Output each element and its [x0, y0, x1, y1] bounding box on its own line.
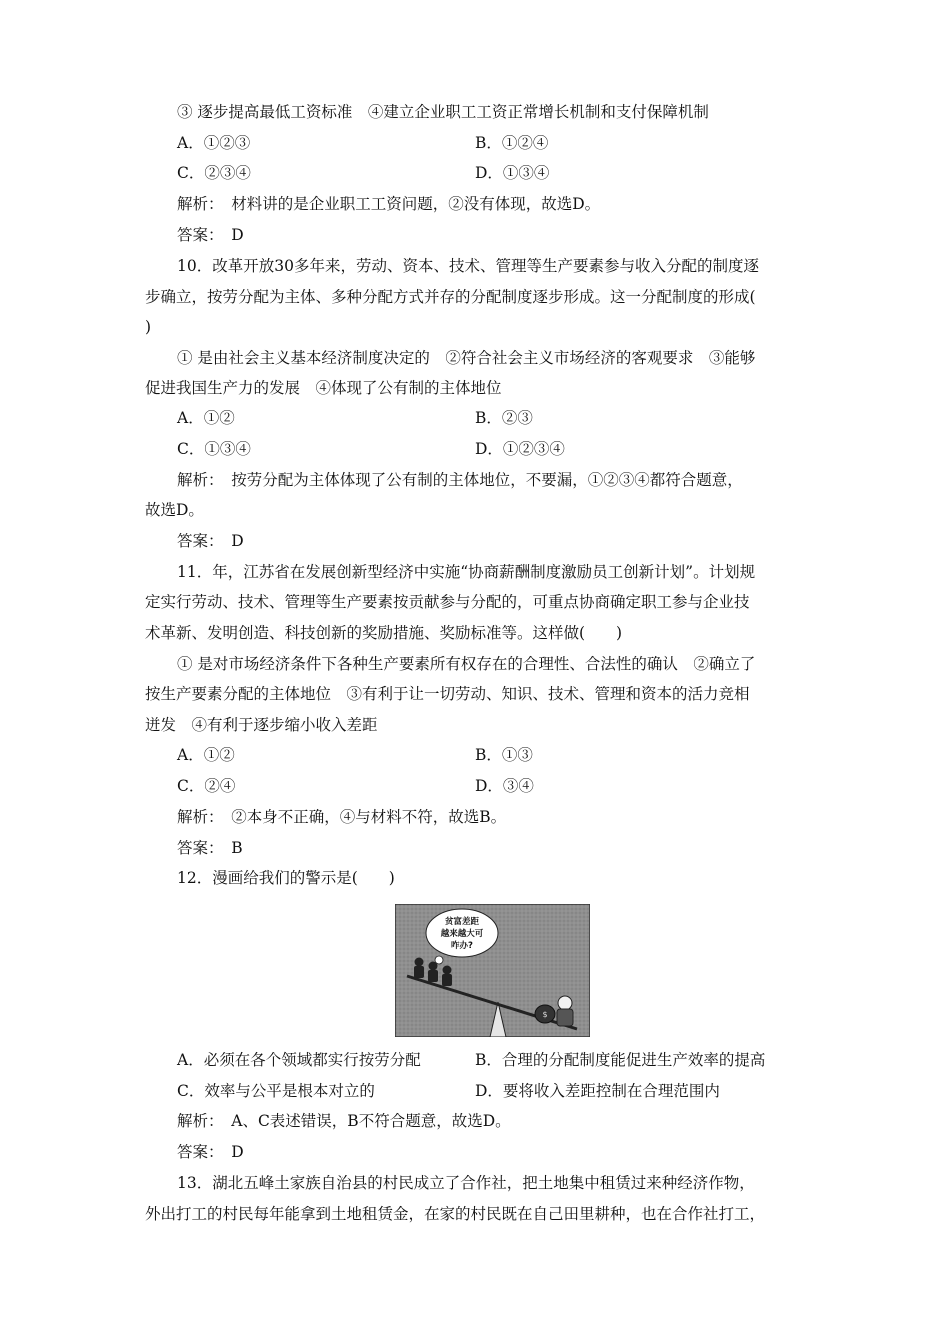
q10-option-c: C．①③④	[177, 440, 251, 458]
q12-answer: 答案： D	[177, 1143, 244, 1161]
q12-option-a: A．必须在各个领域都实行按劳分配	[177, 1051, 421, 1069]
q10-option-a: A．①②	[177, 409, 235, 427]
q11-items-line-3: 迸发 ④有利于逐步缩小收入差距	[145, 716, 378, 734]
q9-analysis: 解析： 材料讲的是企业职工工资问题，②没有体现，故选D。	[177, 195, 601, 213]
q13-stem-line-1: 13．湖北五峰土家族自治县的村民成立了合作社，把土地集中租赁过来种经济作物，	[177, 1174, 755, 1192]
q10-analysis-line-1: 解析： 按劳分配为主体体现了公有制的主体地位，不要漏，①②③④都符合题意，	[177, 471, 743, 489]
q11-option-b: B．①③	[475, 746, 533, 764]
q10-analysis-line-2: 故选D。	[145, 501, 204, 519]
q13-stem-line-2: 外出打工的村民每年能拿到土地租赁金，在家的村民既在自己田里耕种，也在合作社打工，	[145, 1205, 766, 1223]
q9-items: ③ 逐步提高最低工资标准 ④建立企业职工工资正常增长机制和支付保障机制	[177, 103, 709, 121]
q11-option-d: D．③④	[475, 777, 534, 795]
q10-stem-line-1: 10．改革开放30多年来，劳动、资本、技术、管理等生产要素参与收入分配的制度逐	[177, 257, 759, 275]
bubble-line-2: 越来越大可	[440, 929, 484, 939]
q11-stem-line-1: 11．年，江苏省在发展创新型经济中实施“协商薪酬制度激励员工创新计划”。计划规	[177, 563, 756, 581]
q10-option-b: B．②③	[475, 409, 533, 427]
q12-analysis: 解析： A、C表述错误，B不符合题意，故选D。	[177, 1112, 511, 1130]
q11-items-line-1: ① 是对市场经济条件下各种生产要素所有权存在的合理性、合法性的确认 ②确立了	[177, 655, 756, 673]
q12-option-d: D．要将收入差距控制在合理范围内	[475, 1082, 720, 1100]
svg-text:$: $	[542, 1010, 548, 1019]
q12-option-c: C．效率与公平是根本对立的	[177, 1082, 375, 1100]
q11-stem-line-2: 定实行劳动、技术、管理等生产要素按贡献参与分配的，可重点协商确定职工参与企业技	[145, 593, 750, 611]
q10-option-d: D．①②③④	[475, 440, 565, 458]
q12-option-b: B．合理的分配制度能促进生产效率的提高	[475, 1051, 766, 1069]
q11-answer: 答案： B	[177, 839, 243, 857]
q9-answer: 答案： D	[177, 226, 244, 244]
cartoon-image	[395, 904, 590, 1037]
q12-stem: 12．漫画给我们的警示是( )	[177, 869, 395, 887]
bubble-line-3: 咋办?	[451, 941, 473, 951]
bubble-line-1: 贫富差距	[444, 917, 480, 927]
q9-option-c: C．②③④	[177, 164, 251, 182]
q10-stem-line-3: )	[145, 318, 152, 336]
q10-answer: 答案： D	[177, 532, 244, 550]
q11-option-a: A．①②	[177, 746, 235, 764]
q9-option-b: B．①②④	[475, 134, 549, 152]
q11-analysis: 解析： ②本身不正确，④与材料不符，故选B。	[177, 808, 507, 826]
q9-option-d: D．①③④	[475, 164, 550, 182]
q11-items-line-2: 按生产要素分配的主体地位 ③有利于让一切劳动、知识、技术、管理和资本的活力竞相	[145, 685, 750, 703]
q11-stem-line-3: 术革新、发明创造、科技创新的奖励措施、奖励标准等。这样做( )	[145, 624, 623, 642]
q10-items-line-1: ① 是由社会主义基本经济制度决定的 ②符合社会主义市场经济的客观要求 ③能够	[177, 349, 756, 367]
q10-stem-line-2: 步确立，按劳分配为主体、多种分配方式并存的分配制度逐步形成。这一分配制度的形成(	[145, 288, 756, 306]
q10-items-line-2: 促进我国生产力的发展 ④体现了公有制的主体地位	[145, 379, 502, 397]
q11-option-c: C．②④	[177, 777, 236, 795]
q9-option-a: A．①②③	[177, 134, 251, 152]
